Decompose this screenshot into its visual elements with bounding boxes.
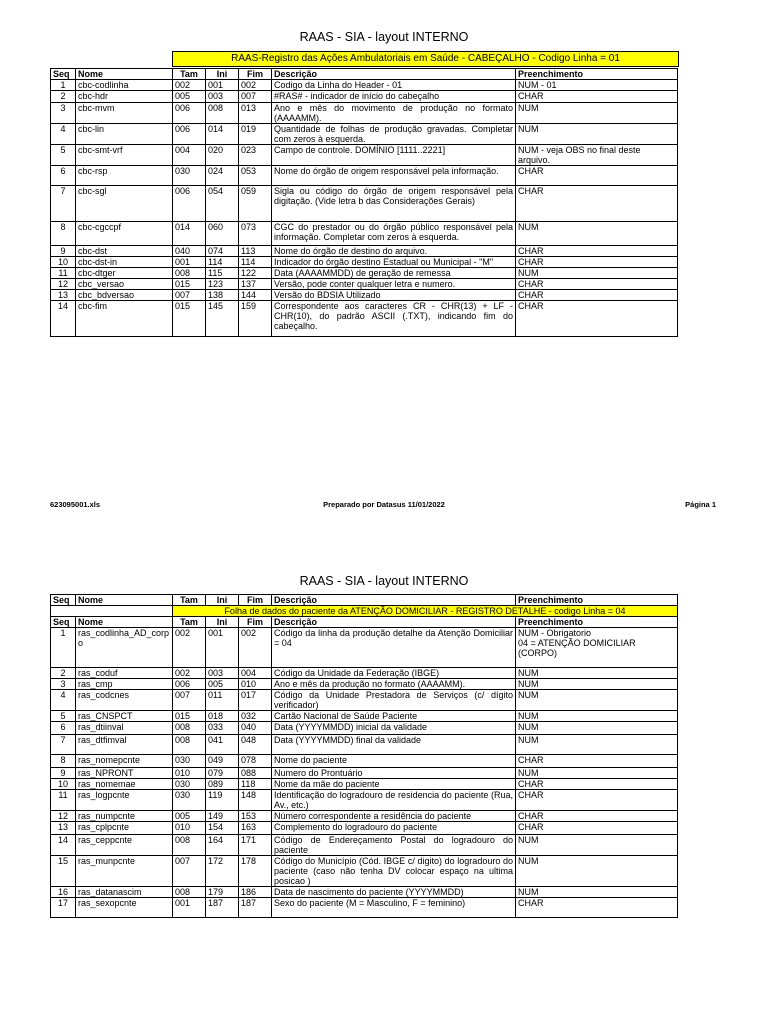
cell-nome: ras_ceppcnte bbox=[76, 835, 173, 856]
cell-nome: ras_numpcnte bbox=[76, 811, 173, 822]
cell-seq: 3 bbox=[51, 103, 76, 124]
cell-ini: 011 bbox=[206, 690, 239, 711]
table-row bbox=[51, 755, 678, 768]
cell-ini: 145 bbox=[206, 301, 239, 337]
cell-preenchimento: NUM bbox=[516, 222, 678, 246]
cell-nome: cbc-codlinha bbox=[76, 80, 173, 91]
table-row bbox=[51, 279, 678, 290]
cell-nome: ras_nomemae bbox=[76, 779, 173, 790]
cell-descricao: Codigo da Linha do Header - 01 bbox=[272, 80, 516, 91]
cell-preenchimento: CHAR bbox=[516, 290, 678, 301]
cell-nome: cbc-dst-in bbox=[76, 257, 173, 268]
cell-tam: 008 bbox=[173, 722, 206, 735]
table-header-row bbox=[51, 69, 678, 80]
col-header-ini: Ini bbox=[206, 69, 239, 80]
cell-descricao: Sexo do paciente (M = Masculino, F = feminino) bbox=[272, 898, 516, 918]
cell-descricao: Numero do Prontuário bbox=[272, 768, 516, 779]
cell-preenchimento: NUM bbox=[516, 124, 678, 145]
cell-tam: 030 bbox=[173, 755, 206, 768]
cell-descricao: Nome do órgão de origem responsável pela informação. bbox=[272, 166, 516, 186]
cell-nome: ras_logpcnte bbox=[76, 790, 173, 811]
cell-preenchimento: NUM bbox=[516, 735, 678, 755]
table-row bbox=[51, 246, 678, 257]
cell-nome: ras_CNSPCT bbox=[76, 711, 173, 722]
banner-row bbox=[51, 606, 678, 617]
table-row bbox=[51, 679, 678, 690]
cell-tam: 008 bbox=[173, 835, 206, 856]
cell-preenchimento: NUM bbox=[516, 268, 678, 279]
cell-seq: 14 bbox=[51, 301, 76, 337]
table-row bbox=[51, 628, 678, 668]
footer-page-number: Página 1 bbox=[685, 500, 716, 509]
cell-descricao: Sigla ou código do órgão de origem responsável pela digitação. (Vide letra b das Considerações Gerais) bbox=[272, 186, 516, 222]
cell-fim: 073 bbox=[239, 222, 272, 246]
cell-tam: 005 bbox=[173, 91, 206, 103]
cell-tam: 008 bbox=[173, 268, 206, 279]
cell-tam: 015 bbox=[173, 279, 206, 290]
cell-tam: 030 bbox=[173, 779, 206, 790]
cell-fim: 004 bbox=[239, 668, 272, 679]
section-banner: RAAS-Registro das Ações Ambulatoriais em Saúde - CABEÇALHO - Codigo Linha = 01 bbox=[172, 51, 679, 67]
cell-seq: 8 bbox=[51, 755, 76, 768]
cell-descricao: Data (YYYYMMDD) final da validade bbox=[272, 735, 516, 755]
cell-seq: 7 bbox=[51, 186, 76, 222]
cell-descricao: Código de Endereçamento Postal do logradouro do paciente bbox=[272, 835, 516, 856]
cell-nome: ras_dtfimval bbox=[76, 735, 173, 755]
cell-tam: 001 bbox=[173, 257, 206, 268]
cell-nome: ras_nomepcnte bbox=[76, 755, 173, 768]
cell-fim: 088 bbox=[239, 768, 272, 779]
table-row bbox=[51, 856, 678, 887]
cell-fim: 040 bbox=[239, 722, 272, 735]
cell-descricao: Data (AAAAMMDD) de geração de remessa bbox=[272, 268, 516, 279]
cell-descricao: Código da Unidade Prestadora de Serviços (c/ dígito verificador) bbox=[272, 690, 516, 711]
col-header-nome: Nome bbox=[76, 69, 173, 80]
cell-tam: 002 bbox=[173, 628, 206, 668]
cell-descricao: Código do Município (Cód. IBGE c/ digito) do logradouro do paciente (caso não tenha DV colocar espaço na ultima posicao ) bbox=[272, 856, 516, 887]
cell-descricao: Indicador do órgão destino Estadual ou Municipal - "M" bbox=[272, 257, 516, 268]
cell-fim: 032 bbox=[239, 711, 272, 722]
cell-descricao: Nome do órgão de destino do arquivo. bbox=[272, 246, 516, 257]
cell-fim: 113 bbox=[239, 246, 272, 257]
cell-nome: ras_datanascim bbox=[76, 887, 173, 898]
cell-tam: 010 bbox=[173, 822, 206, 835]
cell-preenchimento: NUM bbox=[516, 668, 678, 679]
cell-nome: cbc-cgccpf bbox=[76, 222, 173, 246]
cell-fim: 019 bbox=[239, 124, 272, 145]
cell-tam: 004 bbox=[173, 145, 206, 166]
cell-preenchimento: CHAR bbox=[516, 166, 678, 186]
table-row bbox=[51, 790, 678, 811]
cell-nome: ras_codlinha_AD_corpo bbox=[76, 628, 173, 668]
cell-descricao: Código da linha da produção detalhe da Atenção Domiciliar = 04 bbox=[272, 628, 516, 668]
cell-nome: ras_coduf bbox=[76, 668, 173, 679]
cell-descricao: Quantidade de folhas de produção gravadas. Completar com zeros à esquerda. bbox=[272, 124, 516, 145]
table-row bbox=[51, 822, 678, 835]
table-row bbox=[51, 166, 678, 186]
cell-descricao: Data de nascimento do paciente (YYYYMMDD) bbox=[272, 887, 516, 898]
cell-preenchimento: NUM bbox=[516, 887, 678, 898]
cell-seq: 16 bbox=[51, 887, 76, 898]
cell-seq: 13 bbox=[51, 822, 76, 835]
col-header-descricao: Descrição bbox=[272, 595, 516, 606]
cell-fim: 153 bbox=[239, 811, 272, 822]
cell-seq: 6 bbox=[51, 722, 76, 735]
cell-nome: ras_cplpcnte bbox=[76, 822, 173, 835]
layout-table bbox=[50, 68, 678, 337]
table-row bbox=[51, 257, 678, 268]
cell-tam: 007 bbox=[173, 690, 206, 711]
cell-descricao: Ano e mês da produção no formato (AAAAMM). bbox=[272, 679, 516, 690]
col-header-tam: Tam bbox=[173, 69, 206, 80]
cell-fim: 013 bbox=[239, 103, 272, 124]
cell-tam: 015 bbox=[173, 711, 206, 722]
cell-preenchimento: CHAR bbox=[516, 755, 678, 768]
cell-tam: 014 bbox=[173, 222, 206, 246]
cell-fim: 144 bbox=[239, 290, 272, 301]
cell-fim: 178 bbox=[239, 856, 272, 887]
cell-nome: cbc-rsp bbox=[76, 166, 173, 186]
cell-nome: ras_munpcnte bbox=[76, 856, 173, 887]
cell-ini: 138 bbox=[206, 290, 239, 301]
cell-ini: 060 bbox=[206, 222, 239, 246]
cell-preenchimento: NUM bbox=[516, 768, 678, 779]
table-header-row-repeat bbox=[51, 617, 678, 628]
table-row bbox=[51, 811, 678, 822]
cell-nome: cbc-mvm bbox=[76, 103, 173, 124]
table-row bbox=[51, 768, 678, 779]
cell-seq: 17 bbox=[51, 898, 76, 918]
table-row bbox=[51, 222, 678, 246]
footer-prepared-by: Preparado por Datasus 11/01/2022 bbox=[323, 500, 445, 509]
cell-ini: 005 bbox=[206, 679, 239, 690]
cell-preenchimento: CHAR bbox=[516, 822, 678, 835]
table-row bbox=[51, 735, 678, 755]
cell-ini: 123 bbox=[206, 279, 239, 290]
table-row bbox=[51, 779, 678, 790]
table-row bbox=[51, 690, 678, 711]
cell-ini: 074 bbox=[206, 246, 239, 257]
cell-fim: 078 bbox=[239, 755, 272, 768]
cell-seq: 1 bbox=[51, 628, 76, 668]
cell-preenchimento: NUM bbox=[516, 835, 678, 856]
cell-ini: 089 bbox=[206, 779, 239, 790]
cell-tam: 005 bbox=[173, 811, 206, 822]
cell-fim: 118 bbox=[239, 779, 272, 790]
cell-seq: 3 bbox=[51, 679, 76, 690]
page-title: RAAS - SIA - layout INTERNO bbox=[299, 30, 469, 44]
cell-ini: 119 bbox=[206, 790, 239, 811]
cell-tam: 007 bbox=[173, 856, 206, 887]
cell-preenchimento: CHAR bbox=[516, 898, 678, 918]
cell-ini: 041 bbox=[206, 735, 239, 755]
cell-preenchimento: NUM bbox=[516, 722, 678, 735]
col-header-preenchimento: Preenchimento bbox=[516, 617, 678, 628]
cell-ini: 149 bbox=[206, 811, 239, 822]
cell-nome: cbc-dst bbox=[76, 246, 173, 257]
cell-descricao: Complemento do logradouro do paciente bbox=[272, 822, 516, 835]
cell-seq: 8 bbox=[51, 222, 76, 246]
cell-descricao: Campo de controle. DOMÍNIO [1111..2221] bbox=[272, 145, 516, 166]
cell-descricao: Nome da mãe do paciente bbox=[272, 779, 516, 790]
cell-tam: 001 bbox=[173, 898, 206, 918]
col-header-ini: Ini bbox=[206, 595, 239, 606]
table-row bbox=[51, 835, 678, 856]
cell-tam: 030 bbox=[173, 790, 206, 811]
table-header-row bbox=[51, 595, 678, 606]
cell-ini: 003 bbox=[206, 668, 239, 679]
table-row bbox=[51, 887, 678, 898]
cell-nome: cbc-dtger bbox=[76, 268, 173, 279]
cell-seq: 7 bbox=[51, 735, 76, 755]
cell-seq: 1 bbox=[51, 80, 76, 91]
cell-preenchimento: NUM - 01 bbox=[516, 80, 678, 91]
cell-seq: 9 bbox=[51, 768, 76, 779]
cell-tam: 007 bbox=[173, 290, 206, 301]
col-header-nome: Nome bbox=[76, 595, 173, 606]
col-header-fim: Fim bbox=[239, 595, 272, 606]
cell-preenchimento: NUM bbox=[516, 711, 678, 722]
cell-seq: 12 bbox=[51, 811, 76, 822]
cell-tam: 006 bbox=[173, 103, 206, 124]
section-banner: Folha de dados do paciente da ATENÇÃO DOMICILIAR - REGISTRO DETALHE - codigo Linha = 04 bbox=[173, 606, 678, 617]
cell-ini: 014 bbox=[206, 124, 239, 145]
cell-seq: 6 bbox=[51, 166, 76, 186]
cell-seq: 4 bbox=[51, 690, 76, 711]
cell-ini: 115 bbox=[206, 268, 239, 279]
cell-seq: 5 bbox=[51, 711, 76, 722]
cell-seq: 11 bbox=[51, 790, 76, 811]
cell-descricao: Data (YYYYMMDD) inicial da validade bbox=[272, 722, 516, 735]
cell-descricao: Cartão Nacional de Saúde Paciente bbox=[272, 711, 516, 722]
cell-nome: ras_codcnes bbox=[76, 690, 173, 711]
cell-preenchimento: NUM bbox=[516, 679, 678, 690]
cell-ini: 008 bbox=[206, 103, 239, 124]
page-title: RAAS - SIA - layout INTERNO bbox=[299, 574, 469, 588]
cell-fim: 187 bbox=[239, 898, 272, 918]
cell-nome: ras_dtiinval bbox=[76, 722, 173, 735]
col-header-seq: Seq bbox=[51, 595, 76, 606]
cell-descricao: Número correspondente a residência do paciente bbox=[272, 811, 516, 822]
cell-preenchimento: NUM - veja OBS no final deste arquivo. bbox=[516, 145, 678, 166]
cell-seq: 4 bbox=[51, 124, 76, 145]
cell-tam: 030 bbox=[173, 166, 206, 186]
cell-preenchimento: CHAR bbox=[516, 91, 678, 103]
col-header-seq: Seq bbox=[51, 617, 76, 628]
cell-ini: 114 bbox=[206, 257, 239, 268]
cell-seq: 9 bbox=[51, 246, 76, 257]
cell-fim: 002 bbox=[239, 628, 272, 668]
cell-nome: cbc-sgl bbox=[76, 186, 173, 222]
cell-nome: ras_NPRONT bbox=[76, 768, 173, 779]
cell-fim: 163 bbox=[239, 822, 272, 835]
cell-preenchimento: NUM - Obrigatorio 04 = ATENÇÃO DOMICILIAR (CORPO) bbox=[516, 628, 678, 668]
cell-nome: cbc-smt-vrf bbox=[76, 145, 173, 166]
table-row bbox=[51, 186, 678, 222]
cell-ini: 018 bbox=[206, 711, 239, 722]
cell-fim: 148 bbox=[239, 790, 272, 811]
cell-preenchimento: CHAR bbox=[516, 186, 678, 222]
cell-descricao: Correspondente aos caracteres CR - CHR(13) + LF - CHR(10), do padrão ASCII (.TXT), indicando fim do cabeçalho. bbox=[272, 301, 516, 337]
cell-tam: 015 bbox=[173, 301, 206, 337]
cell-preenchimento: CHAR bbox=[516, 279, 678, 290]
table-row bbox=[51, 91, 678, 103]
col-header-preenchimento: Preenchimento bbox=[516, 69, 678, 80]
col-header-tam: Tam bbox=[173, 595, 206, 606]
footer-filename: 623095001.xls bbox=[50, 500, 101, 509]
cell-nome: ras_cmp bbox=[76, 679, 173, 690]
cell-ini: 179 bbox=[206, 887, 239, 898]
table-row bbox=[51, 80, 678, 91]
col-header-nome: Nome bbox=[76, 617, 173, 628]
cell-preenchimento: NUM bbox=[516, 856, 678, 887]
cell-tam: 040 bbox=[173, 246, 206, 257]
table-row bbox=[51, 124, 678, 145]
cell-descricao: CGC do prestador ou do órgão público responsável pela informação. Completar com zeros à esquerda. bbox=[272, 222, 516, 246]
cell-fim: 171 bbox=[239, 835, 272, 856]
cell-preenchimento: CHAR bbox=[516, 301, 678, 337]
col-header-fim: Fim bbox=[239, 617, 272, 628]
cell-tam: 002 bbox=[173, 668, 206, 679]
col-header-fim: Fim bbox=[239, 69, 272, 80]
cell-nome: cbc_bdversao bbox=[76, 290, 173, 301]
table-row bbox=[51, 103, 678, 124]
table-row bbox=[51, 898, 678, 918]
cell-fim: 002 bbox=[239, 80, 272, 91]
cell-ini: 003 bbox=[206, 91, 239, 103]
cell-tam: 002 bbox=[173, 80, 206, 91]
cell-tam: 008 bbox=[173, 887, 206, 898]
cell-seq: 14 bbox=[51, 835, 76, 856]
cell-ini: 024 bbox=[206, 166, 239, 186]
cell-fim: 017 bbox=[239, 690, 272, 711]
col-header-descricao: Descrição bbox=[272, 617, 516, 628]
cell-preenchimento: CHAR bbox=[516, 779, 678, 790]
cell-nome: cbc_versao bbox=[76, 279, 173, 290]
table-row bbox=[51, 301, 678, 337]
col-header-ini: Ini bbox=[206, 617, 239, 628]
cell-descricao: Versão do BDSIA Utilizado bbox=[272, 290, 516, 301]
cell-tam: 006 bbox=[173, 186, 206, 222]
cell-ini: 020 bbox=[206, 145, 239, 166]
cell-fim: 137 bbox=[239, 279, 272, 290]
cell-preenchimento: CHAR bbox=[516, 246, 678, 257]
table-row bbox=[51, 290, 678, 301]
cell-nome: ras_sexopcnte bbox=[76, 898, 173, 918]
cell-tam: 006 bbox=[173, 679, 206, 690]
cell-seq: 13 bbox=[51, 290, 76, 301]
cell-ini: 001 bbox=[206, 628, 239, 668]
cell-fim: 007 bbox=[239, 91, 272, 103]
cell-ini: 154 bbox=[206, 822, 239, 835]
cell-fim: 053 bbox=[239, 166, 272, 186]
cell-ini: 187 bbox=[206, 898, 239, 918]
cell-descricao: Ano e mês do movimento de produção no formato (AAAAMM). bbox=[272, 103, 516, 124]
cell-seq: 5 bbox=[51, 145, 76, 166]
col-header-tam: Tam bbox=[173, 617, 206, 628]
layout-table bbox=[50, 594, 678, 918]
cell-seq: 12 bbox=[51, 279, 76, 290]
cell-fim: 048 bbox=[239, 735, 272, 755]
cell-nome: cbc-hdr bbox=[76, 91, 173, 103]
table-row bbox=[51, 668, 678, 679]
cell-seq: 2 bbox=[51, 668, 76, 679]
cell-descricao: Nome do paciente bbox=[272, 755, 516, 768]
cell-seq: 2 bbox=[51, 91, 76, 103]
col-header-seq: Seq bbox=[51, 69, 76, 80]
cell-ini: 079 bbox=[206, 768, 239, 779]
cell-seq: 15 bbox=[51, 856, 76, 887]
cell-ini: 049 bbox=[206, 755, 239, 768]
cell-nome: cbc-fim bbox=[76, 301, 173, 337]
cell-seq: 11 bbox=[51, 268, 76, 279]
cell-ini: 172 bbox=[206, 856, 239, 887]
cell-preenchimento: NUM bbox=[516, 103, 678, 124]
cell-seq: 10 bbox=[51, 779, 76, 790]
cell-ini: 033 bbox=[206, 722, 239, 735]
cell-fim: 159 bbox=[239, 301, 272, 337]
table-row bbox=[51, 711, 678, 722]
cell-descricao: Identificação do logradouro de residencia do paciente (Rua, Av., etc.) bbox=[272, 790, 516, 811]
cell-descricao: Versão, pode conter qualquer letra e numero. bbox=[272, 279, 516, 290]
cell-fim: 059 bbox=[239, 186, 272, 222]
cell-tam: 010 bbox=[173, 768, 206, 779]
cell-fim: 122 bbox=[239, 268, 272, 279]
cell-fim: 114 bbox=[239, 257, 272, 268]
table-row bbox=[51, 145, 678, 166]
cell-ini: 054 bbox=[206, 186, 239, 222]
cell-seq: 10 bbox=[51, 257, 76, 268]
cell-preenchimento: CHAR bbox=[516, 811, 678, 822]
cell-tam: 006 bbox=[173, 124, 206, 145]
cell-ini: 001 bbox=[206, 80, 239, 91]
cell-tam: 008 bbox=[173, 735, 206, 755]
col-header-preenchimento: Preenchimento bbox=[516, 595, 678, 606]
cell-fim: 010 bbox=[239, 679, 272, 690]
cell-ini: 164 bbox=[206, 835, 239, 856]
cell-preenchimento: NUM bbox=[516, 690, 678, 711]
table-row bbox=[51, 722, 678, 735]
col-header-descricao: Descrição bbox=[272, 69, 516, 80]
cell-fim: 023 bbox=[239, 145, 272, 166]
table-row bbox=[51, 268, 678, 279]
cell-preenchimento: CHAR bbox=[516, 257, 678, 268]
cell-descricao: Código da Unidade da Federação (IBGE) bbox=[272, 668, 516, 679]
cell-descricao: #RAS# - indicador de início do cabeçalho bbox=[272, 91, 516, 103]
cell-fim: 186 bbox=[239, 887, 272, 898]
cell-preenchimento: CHAR bbox=[516, 790, 678, 811]
cell-nome: cbc-lin bbox=[76, 124, 173, 145]
